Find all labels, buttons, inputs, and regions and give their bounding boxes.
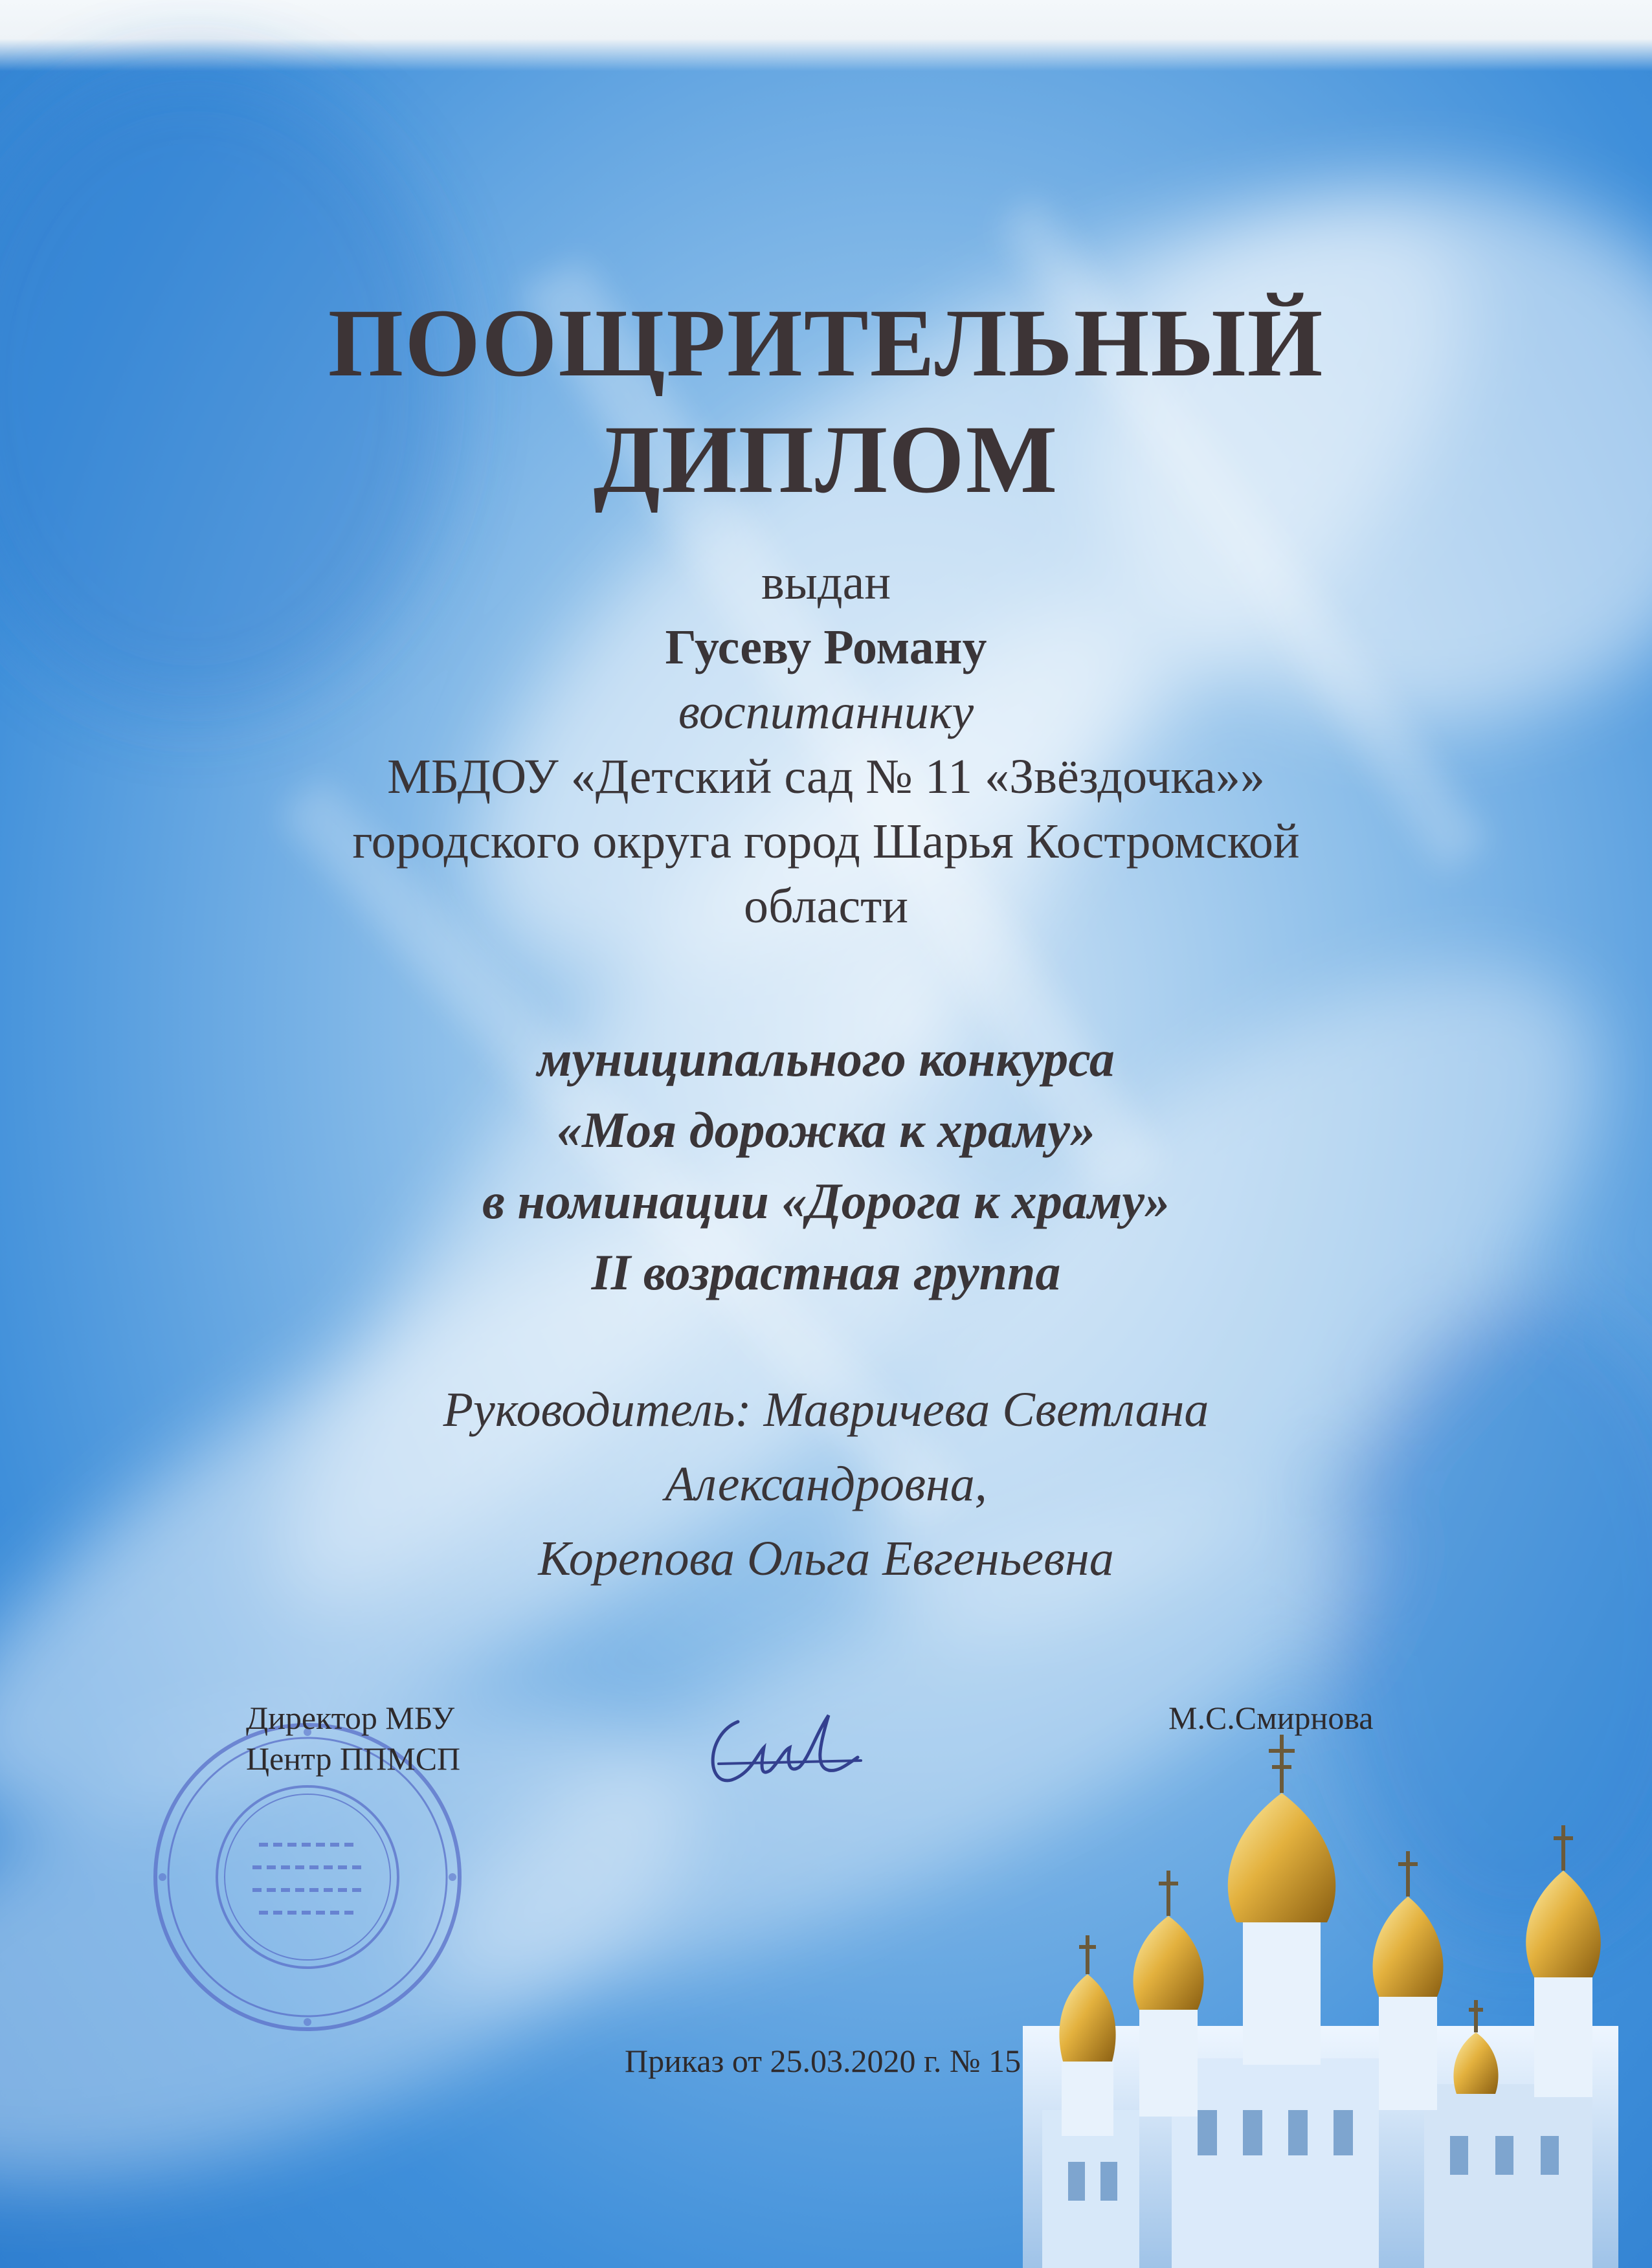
director-title-line2: Центр ППМСП	[246, 1740, 461, 1777]
church-image	[893, 1722, 1652, 2268]
signature	[693, 1696, 874, 1799]
recipient-role: воспитаннику	[678, 685, 974, 739]
director-title-line1: Директор МБУ	[246, 1700, 455, 1736]
diploma-title-line2: ДИПЛОМ	[593, 406, 1059, 513]
order-reference: Приказ от 25.03.2020 г. № 15	[625, 2043, 1021, 2079]
recipient-name: Гусеву Роману	[665, 620, 987, 674]
diploma-title-line1: ПООЩРИТЕЛЬНЫЙ	[328, 289, 1324, 397]
contest-line2: «Моя дорожка к храму»	[556, 1102, 1096, 1158]
organization-line2: городского округа город Шарья Костромской	[352, 814, 1300, 869]
issued-label: выдан	[761, 555, 891, 610]
contest-line1: муниципального конкурса	[537, 1030, 1115, 1087]
leader-line2: Александровна,	[665, 1457, 987, 1511]
contest-line4: II возрастная группа	[591, 1244, 1061, 1300]
leader-line1: Руководитель: Мавричева Светлана	[443, 1383, 1209, 1437]
organization-line3: области	[743, 879, 909, 933]
leader-line3: Корепова Ольга Евгеньевна	[538, 1531, 1114, 1586]
organization-line1: МБДОУ «Детский сад № 11 «Звёздочка»»	[387, 750, 1265, 804]
director-name: М.С.Смирнова	[1168, 1700, 1374, 1736]
contest-line3: в номинации «Дорога к храму»	[482, 1173, 1170, 1229]
